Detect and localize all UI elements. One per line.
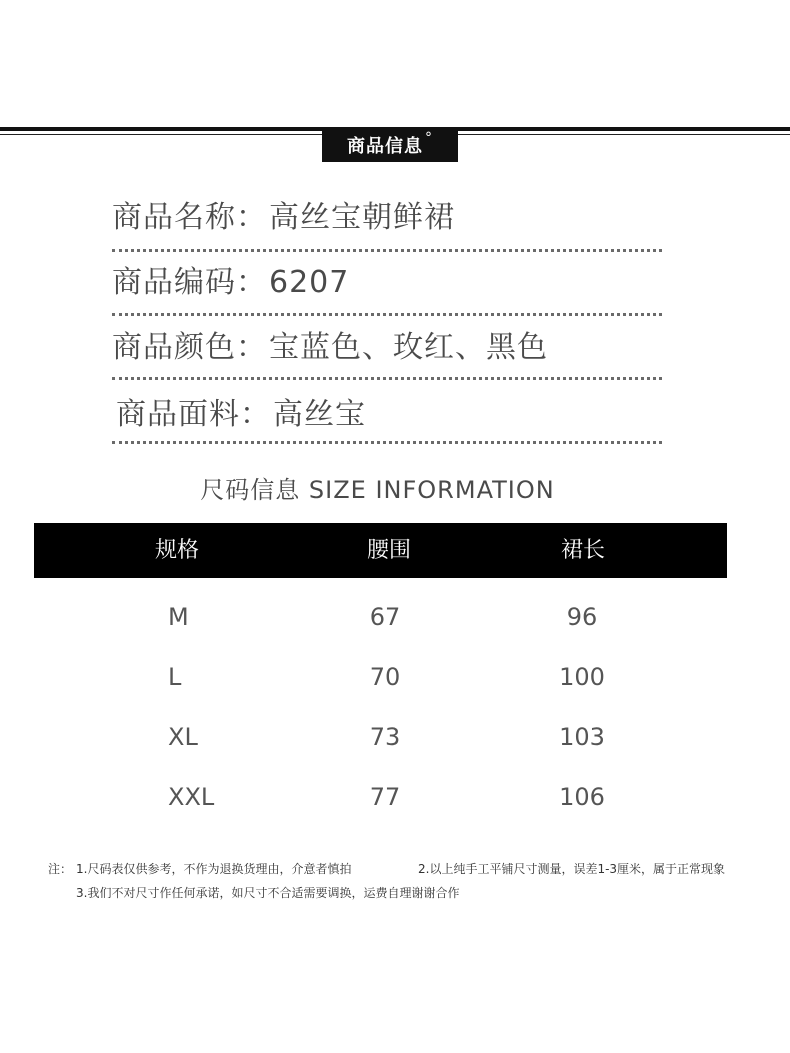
- size-section-title: 尺码信息 SIZE INFORMATION: [200, 476, 555, 504]
- table-cell-size: XXL: [168, 783, 215, 811]
- info-row-name: [112, 196, 662, 240]
- table-cell-size: XL: [168, 723, 198, 751]
- table-cell-waist: 70: [369, 663, 401, 691]
- info-row-code: [112, 261, 662, 305]
- table-cell-size: L: [168, 663, 182, 691]
- info-value-color: 宝蓝色、玫红、黑色: [269, 330, 548, 365]
- size-table-header: [34, 523, 727, 578]
- dotted-divider: [112, 249, 662, 252]
- dotted-divider: [112, 441, 662, 444]
- table-cell-length: 100: [559, 663, 605, 691]
- note-3: 3.我们不对尺寸作任何承诺，如尺寸不合适需要调换，运费自理谢谢合作: [76, 886, 460, 900]
- dotted-divider: [112, 313, 662, 316]
- table-cell-waist: 73: [369, 723, 401, 751]
- info-label-fabric: 商品面料：: [116, 397, 271, 432]
- dotted-divider: [112, 377, 662, 380]
- header-length: 裙长: [560, 538, 606, 563]
- product-info-tab-label: 商品信息: [347, 135, 423, 157]
- table-cell-size: M: [168, 603, 189, 631]
- info-row-color: [112, 326, 662, 370]
- table-cell-length: 106: [559, 783, 605, 811]
- tab-degree-mark: °: [425, 129, 433, 146]
- table-cell-length: 96: [566, 603, 598, 631]
- notes-prefix: 注：: [48, 862, 73, 876]
- header-size: 规格: [154, 538, 200, 563]
- table-cell-waist: 77: [369, 783, 401, 811]
- table-cell-length: 103: [559, 723, 605, 751]
- header-waist: 腰围: [366, 538, 412, 563]
- table-cell-waist: 67: [369, 603, 401, 631]
- note-2: 2.以上纯手工平铺尺寸测量，误差1-3厘米，属于正常现象: [418, 862, 726, 876]
- info-label-color: 商品颜色：: [112, 330, 267, 365]
- info-value-fabric: 高丝宝: [273, 397, 366, 432]
- info-value-code: 6207: [269, 265, 350, 300]
- info-label-code: 商品编码：: [112, 265, 267, 300]
- info-value-name: 高丝宝朝鲜裙: [269, 200, 455, 235]
- info-row-fabric: [116, 393, 666, 437]
- product-info-tab: [322, 127, 458, 162]
- note-1: 1.尺码表仅供参考，不作为退换货理由，介意者慎拍: [76, 862, 352, 876]
- info-label-name: 商品名称：: [112, 200, 267, 235]
